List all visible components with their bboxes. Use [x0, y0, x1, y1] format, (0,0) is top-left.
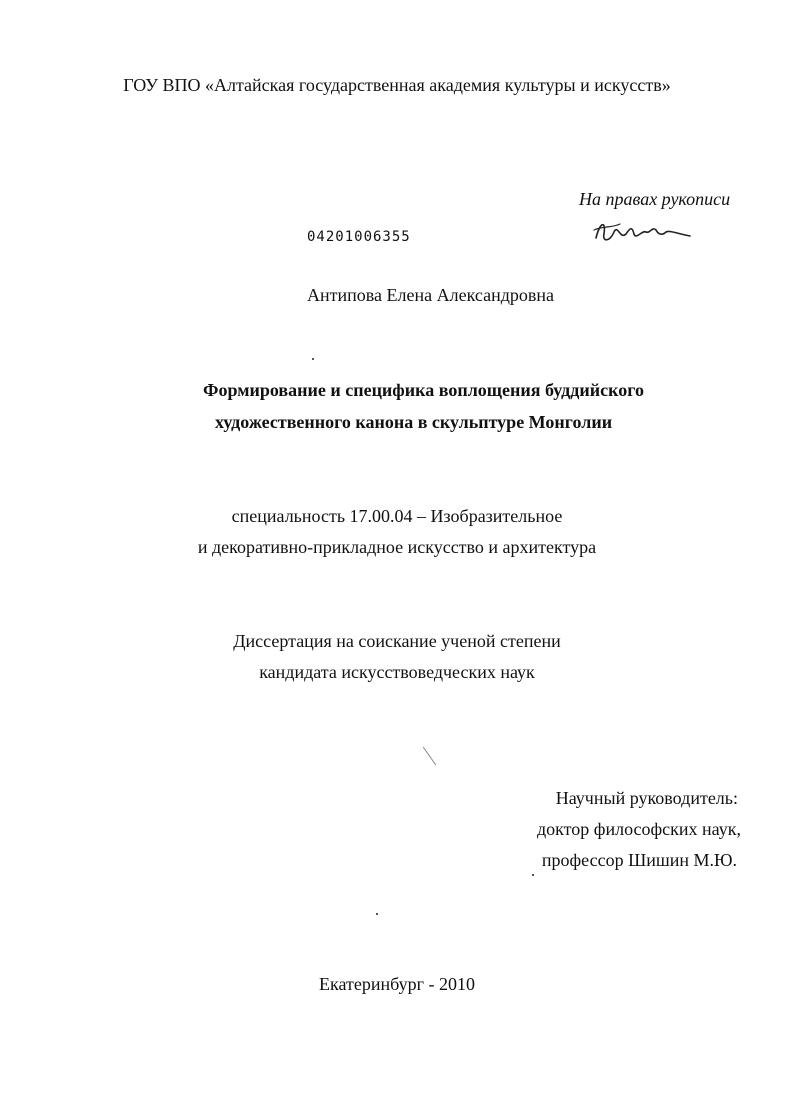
institution-header: ГОУ ВПО «Алтайская государственная академия культуры и искусств» — [123, 75, 671, 95]
manuscript-note: На правах рукописи — [579, 189, 731, 209]
specialty-line-1: специальность 17.00.04 – Изобразительное — [231, 506, 563, 526]
author-name: Антипова Елена Александровна — [307, 285, 554, 305]
advisor-name: профессор Шишин М.Ю. — [541, 850, 737, 870]
advisor-label: Научный руководитель: — [555, 788, 738, 808]
title-line-1: Формирование и специфика воплощения буддийского — [203, 380, 644, 400]
scan-speck — [532, 874, 534, 876]
signature-icon — [592, 212, 694, 248]
scan-mark — [423, 747, 436, 766]
registration-number: 04201006355 — [307, 229, 411, 245]
scan-speck — [312, 358, 314, 360]
degree-line-1: Диссертация на соискание ученой степени — [233, 631, 561, 651]
scan-speck — [376, 913, 378, 915]
city-year: Екатеринбург - 2010 — [319, 974, 475, 994]
degree-line-2: кандидата искусствоведческих наук — [259, 662, 535, 682]
title-line-2: художественного канона в скульптуре Монголии — [215, 412, 613, 432]
specialty-line-2: и декоративно-прикладное искусство и архитектура — [197, 537, 597, 557]
advisor-degree: доктор философских наук, — [537, 819, 741, 839]
